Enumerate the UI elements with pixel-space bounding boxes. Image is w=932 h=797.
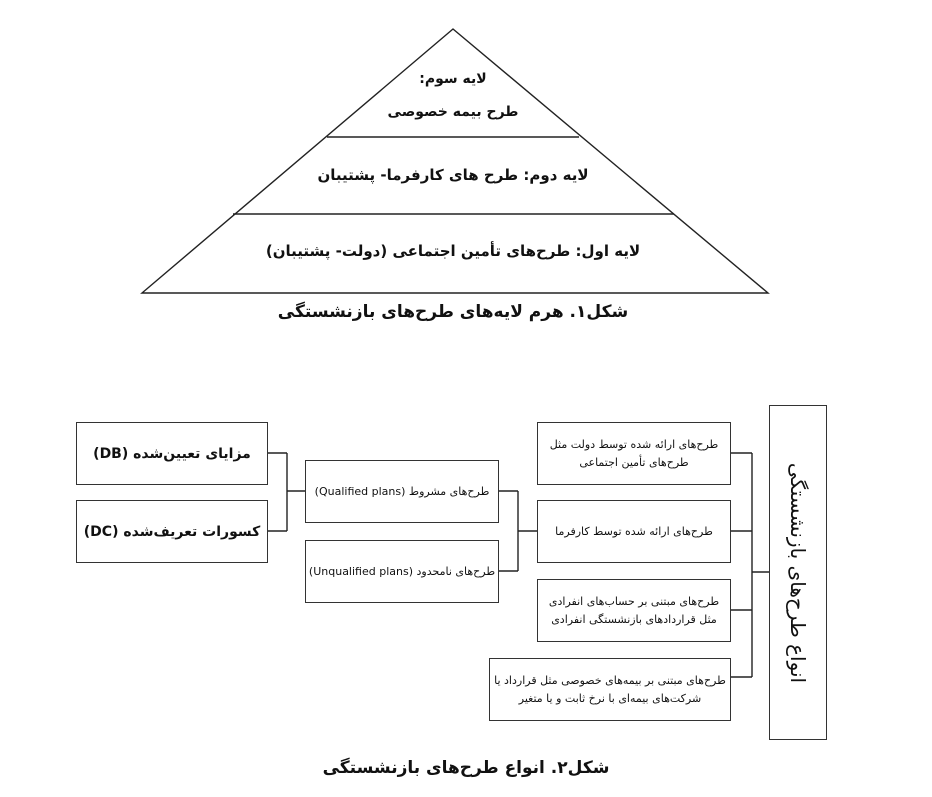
dc-box [76,500,268,563]
pyramid-layer1: لایه اول: طرح‌های تأمین اجتماعی (دولت- پشتیبان) [265,242,641,260]
unqualified-plans-label: طرح‌های نامحدود (Unqualified plans) [308,564,496,578]
provider-insurance-line2: شرکت‌های بیمه‌ای با نرخ ثابت و یا متغیر [518,691,702,705]
provider-insurance-line1: طرح‌های مبتنی بر بیمه‌های خصوصی مثل قرارداد یا [494,673,726,687]
types-root-box [769,405,827,740]
pyramid-caption: شکل۱. هرم لایه‌های طرح‌های بازنشستگی [277,302,629,322]
types-caption: شکل۲. انواع طرح‌های بازنشستگی [322,758,610,778]
dc-label: کسورات تعریف‌شده (DC) [83,523,261,540]
types-root-label: انواع طرح‌های بازنشستگی [786,462,810,683]
provider-individual-box [537,579,731,642]
provider-government-line2: طرح‌های تأمین اجتماعی [579,455,689,469]
pyramid-layer3-title: لایه سوم: [419,71,487,87]
provider-individual-line1: طرح‌های مبتنی بر حساب‌های انفرادی [548,594,720,608]
pyramid-layer2: لایه دوم: طرح های کارفرما- پشتیبان [317,166,589,184]
provider-insurance-box [489,658,731,721]
provider-government-line1: طرح‌های ارائه شده توسط دولت مثل [549,437,719,451]
qualified-plans-box [305,460,499,523]
provider-individual-line2: مثل قراردادهای بازنشستگی انفرادی [551,612,717,626]
provider-employer-box [537,500,731,563]
unqualified-plans-box [305,540,499,603]
qualified-plans-label: طرح‌های مشروط (Qualified plans) [314,484,490,498]
provider-employer-line1: طرح‌های ارائه شده توسط کارفرما [555,524,713,538]
db-box [76,422,268,485]
provider-government-box [537,422,731,485]
pyramid-layer3-text: طرح بیمه خصوصی [387,104,519,120]
db-label: مزایای تعیین‌شده (DB) [93,445,251,462]
